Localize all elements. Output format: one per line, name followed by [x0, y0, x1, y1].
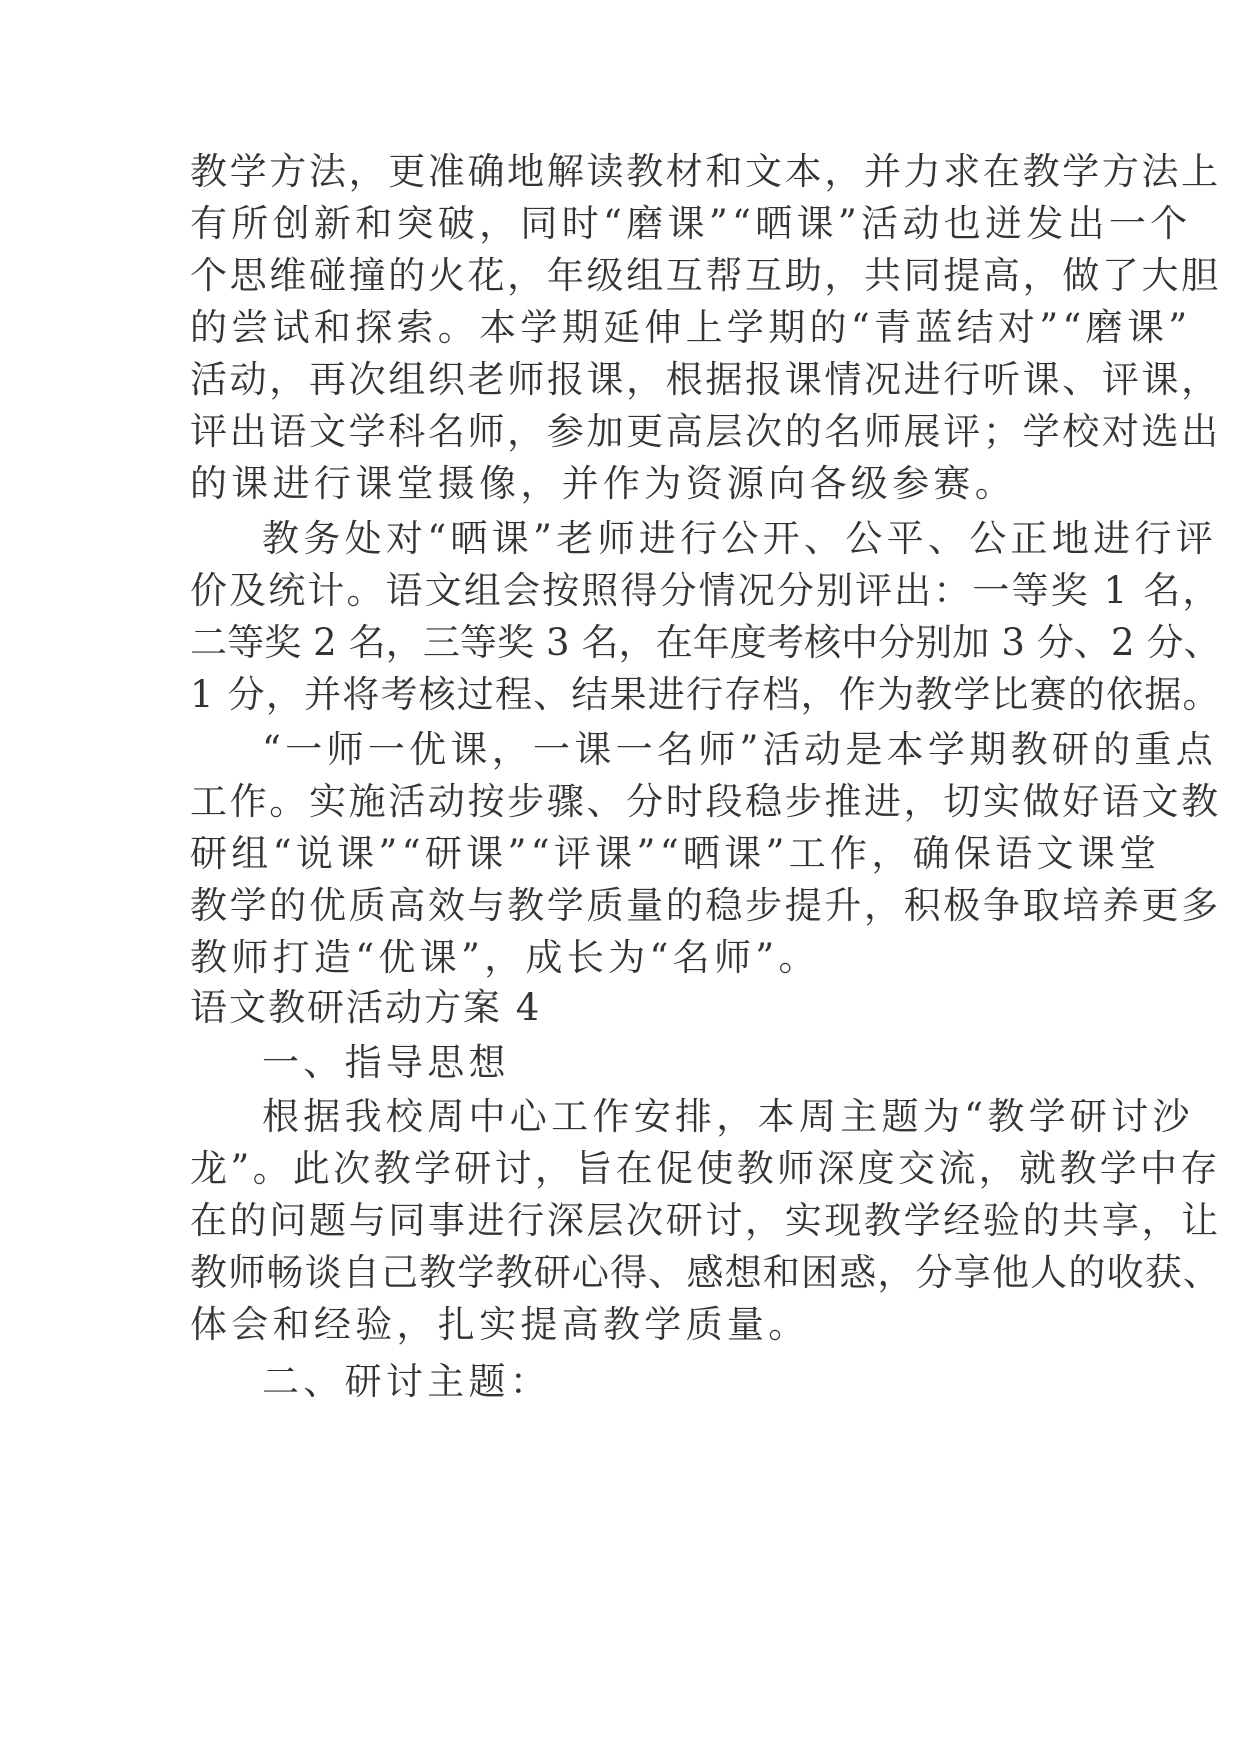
section-heading: 二、研讨主题：: [262, 1360, 552, 1403]
paragraph-line: “一师一优课，一课一名师”活动是本学期教研的重点: [262, 728, 1218, 771]
paragraph-line: 根据我校周中心工作安排，本周主题为“教学研讨沙: [262, 1095, 1194, 1138]
paragraph-line: 教务处对“晒课”老师进行公开、公平、公正地进行评: [262, 517, 1218, 560]
paragraph-line: 龙”。此次教学研讨，旨在促使教师深度交流，就教学中存: [190, 1147, 1221, 1190]
paragraph-line: 活动，再次组织老师报课，根据报课情况进行听课、评课，: [190, 358, 1221, 401]
paragraph-line: 工作。实施活动按步骤、分时段稳步推进，切实做好语文教: [190, 780, 1221, 823]
paragraph-line: 价及统计。语文组会按照得分情况分别评出：一等奖 1 名，: [190, 569, 1222, 612]
paragraph-line: 评出语文学科名师，参加更高层次的名师展评；学校对选出: [190, 410, 1221, 453]
paragraph-line: 在的问题与同事进行深层次研讨，实现教学经验的共享，让: [190, 1199, 1221, 1242]
paragraph-line: 教学的优质高效与教学质量的稳步提升，积极争取培养更多: [190, 884, 1221, 927]
paragraph-line: 的尝试和探索。本学期延伸上学期的“青蓝结对”“磨课”: [190, 306, 1192, 349]
section-title: 语文教研活动方案 4: [190, 986, 542, 1029]
paragraph-line: 教师畅谈自己教学教研心得、感想和困惑，分享他人的收获、: [190, 1251, 1222, 1294]
paragraph-line: 二等奖 2 名，三等奖 3 名，在年度考核中分别加 3 分、2 分、: [190, 621, 1221, 664]
paragraph-line: 有所创新和突破，同时“磨课”“晒课”活动也迸发出一个: [190, 202, 1192, 245]
section-heading: 一、指导思想: [262, 1041, 510, 1084]
paragraph-line: 研组“说课”“研课”“评课”“晒课”工作，确保语文课堂: [190, 832, 1161, 875]
paragraph-line: 教学方法，更准确地解读教材和文本，并力求在教学方法上: [190, 150, 1221, 193]
paragraph-line: 1 分，并将考核过程、结果进行存档，作为教学比赛的依据。: [190, 673, 1221, 716]
paragraph-line: 个思维碰撞的火花，年级组互帮互助，共同提高，做了大胆: [190, 254, 1221, 297]
paragraph-line: 教师打造“优课”，成长为“名师”。: [190, 936, 820, 979]
paragraph-line: 体会和经验，扎实提高教学质量。: [190, 1303, 810, 1346]
paragraph-line: 的课进行课堂摄像，并作为资源向各级参赛。: [190, 462, 1016, 505]
